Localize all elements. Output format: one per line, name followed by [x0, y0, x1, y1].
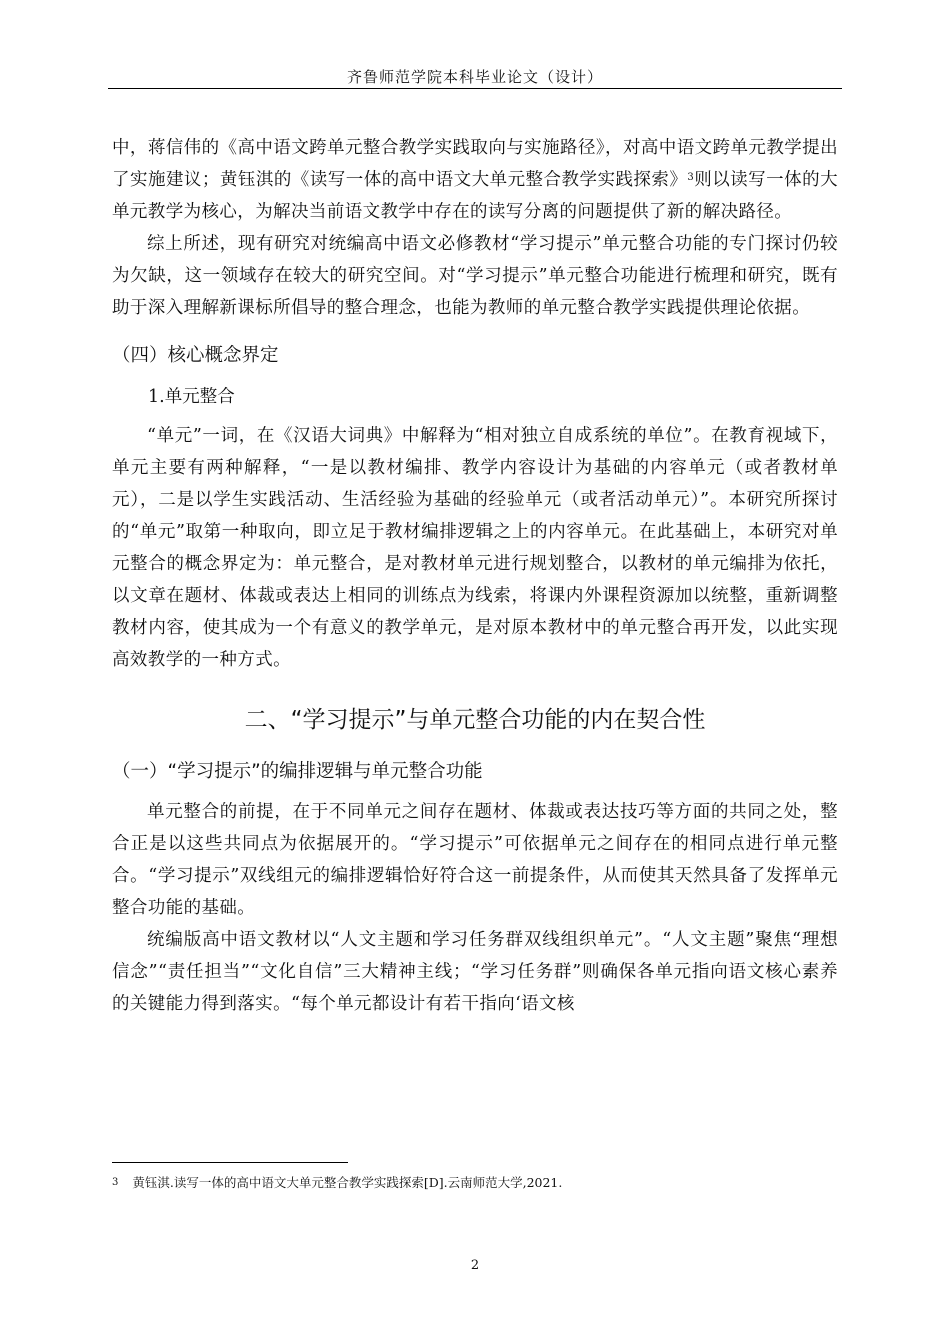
paragraph-1 — [112, 132, 838, 228]
paragraph-1-text: 中，蒋信伟的《高中语文跨单元整合教学实践取向与实施路径》，对高中语文跨单元教学提出了实施建议；黄钰淇的《读写一体的高中语文大单元整合教学实践探索》 — [112, 138, 838, 190]
footnote-ref[interactable]: 3 — [687, 172, 695, 183]
page-number: 2 — [470, 1258, 480, 1273]
section-heading-4: （四）核心概念界定 — [112, 345, 279, 366]
footnote-mark: 3 — [112, 1177, 119, 1188]
main-body — [112, 132, 838, 1020]
chapter-heading-2: 二、“学习提示”与单元整合功能的内在契合性 — [244, 707, 706, 733]
header-rule — [108, 88, 842, 89]
footnote-rule — [112, 1162, 348, 1163]
paragraph-2: 综上所述，现有研究对统编高中语文必修教材“学习提示”单元整合功能的专门探讨仍较为欠缺，这一领域存在较大的研究空间。对“学习提示”单元整合功能进行梳理和研究，既有助于深入理解新课标所倡导的整合理念，也能为教师的单元整合教学实践提供理论依据。 — [112, 234, 838, 318]
running-header: 齐鲁师范学院本科毕业论文（设计） — [346, 68, 603, 86]
subheading-unit-integration: 1.单元整合 — [148, 387, 235, 407]
footnote-text: 黄钰淇.读写一体的高中语文大单元整合教学实践探索[D].云南师范大学,2021. — [132, 1175, 563, 1190]
paragraph-1-tail: 则以读写一体的大单元教学为核心，为解决当前语文教学中存在的读写分离的问题提供了新的解决路径。 — [112, 170, 838, 222]
footnote — [112, 1174, 838, 1192]
paragraph-4: 单元整合的前提，在于不同单元之间存在题材、体裁或表达技巧等方面的共同之处，整合正是以这些共同点为依据展开的。“学习提示”可依据单元之间存在的相同点进行单元整合。“学习提示”双线组元的编排逻辑恰好符合这一前提条件，从而使其天然具备了发挥单元整合功能的基础。 — [112, 802, 838, 918]
section-heading-2-1: （一）“学习提示”的编排逻辑与单元整合功能 — [112, 761, 483, 782]
paragraph-5: 统编版高中语文教材以“人文主题和学习任务群双线组织单元”。“人文主题”聚焦“理想信念”“责任担当”“文化自信”三大精神主线；“学习任务群”则确保各单元指向语文核心素养的关键能力得到落实。“每个单元都设计有若干指向‘语文核 — [112, 930, 838, 1014]
paragraph-3: “单元”一词，在《汉语大词典》中解释为“相对独立自成系统的单位”。在教育视域下，单元主要有两种解释，“一是以教材编排、教学内容设计为基础的内容单元（或者教材单元），二是以学生实践活动、生活经验为基础的经验单元（或者活动单元）”。本研究所探讨的“单元”取第一种取向，即立足于教材编排逻辑之上的内容单元。在此基础上，本研究对单元整合的概念界定为：单元整合，是对教材单元进行规划整合，以教材的单元编排为依托，以文章在题材、体裁或表达上相同的训练点为线索，将课内外课程资源加以统整，重新调整教材内容，使其成为一个有意义的教学单元，是对原本教材中的单元整合再开发，以此实现高效教学的一种方式。 — [112, 426, 838, 670]
